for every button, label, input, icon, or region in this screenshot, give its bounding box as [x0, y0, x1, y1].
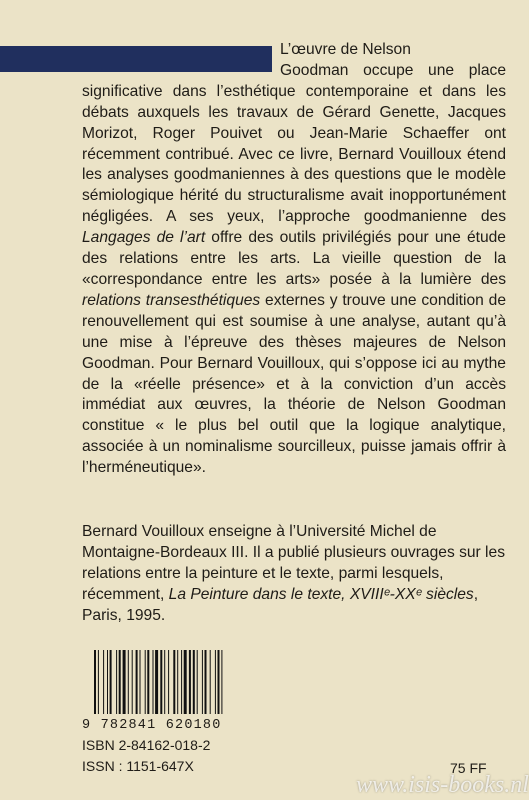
issn: ISSN : 1151-647X	[82, 758, 194, 774]
price: 75 FF	[450, 760, 487, 776]
summary-text	[82, 40, 506, 479]
barcode-number: 9 782841 620180	[82, 718, 222, 733]
summary-lead: L’œuvre de Nelson	[280, 41, 411, 58]
isbn: ISBN 2-84162-018-2	[82, 737, 211, 753]
barcode-block	[82, 650, 250, 733]
author-bio	[82, 522, 506, 627]
watermark: www.isis-books.nl	[356, 772, 529, 798]
summary-body-1: Goodman occupe une place significative dans l’esthétique contemporaine et dans les débats auxquels les travaux de Gérard Genette, Jacques Morizot, Roger Pouivet ou Jean-Marie Schaeffer ont récemment contribué. Avec ce livre, Bernard Vouilloux étend les analyses goodmaniennes à des questions que le modèle sémiologique hérité du structuralisme avait inopportunément négligées. A ses yeux, l’approche goodmanienne des	[82, 61, 506, 226]
summary-italic-1: Langages de l’art	[82, 229, 206, 247]
summary-body-2: offre des outils privilégiés pour une étude des relations entre les arts. La vieille question de la «correspondance entre les arts» posée à la lumière des	[82, 229, 506, 288]
summary-italic-2: relations transesthétiques	[82, 291, 261, 309]
barcode-image	[94, 650, 254, 714]
summary-body-3: externes y trouve une condition de renouvellement qui est soumise à une analyse, autant qu’à une mise à l’épreuve des thèses majeures de Nelson Goodman. Pour Bernard Vouilloux, qui s’oppose ici au mythe de la «réelle présence» et à la conviction d’un accès immédiat aux œuvres, la théorie de Nelson Goodman constitue « le plus bel outil que la logique analytique, associée à un nominalisme sourcilleux, puisse jamais offrir à l’herméneutique».	[82, 291, 506, 477]
bio-text-2: , Paris, 1995.	[82, 585, 479, 624]
bio-text-1: Bernard Vouilloux enseigne à l’Université Michel de Montaigne-Bordeaux III. Il a publié plusieurs ouvrages sur les relations entre la peinture et le texte, parmi lesquels, récemment,	[82, 523, 505, 603]
bio-book-title: La Peinture dans le texte, XVIIIᵉ-XXᵉ siècles	[168, 585, 474, 603]
